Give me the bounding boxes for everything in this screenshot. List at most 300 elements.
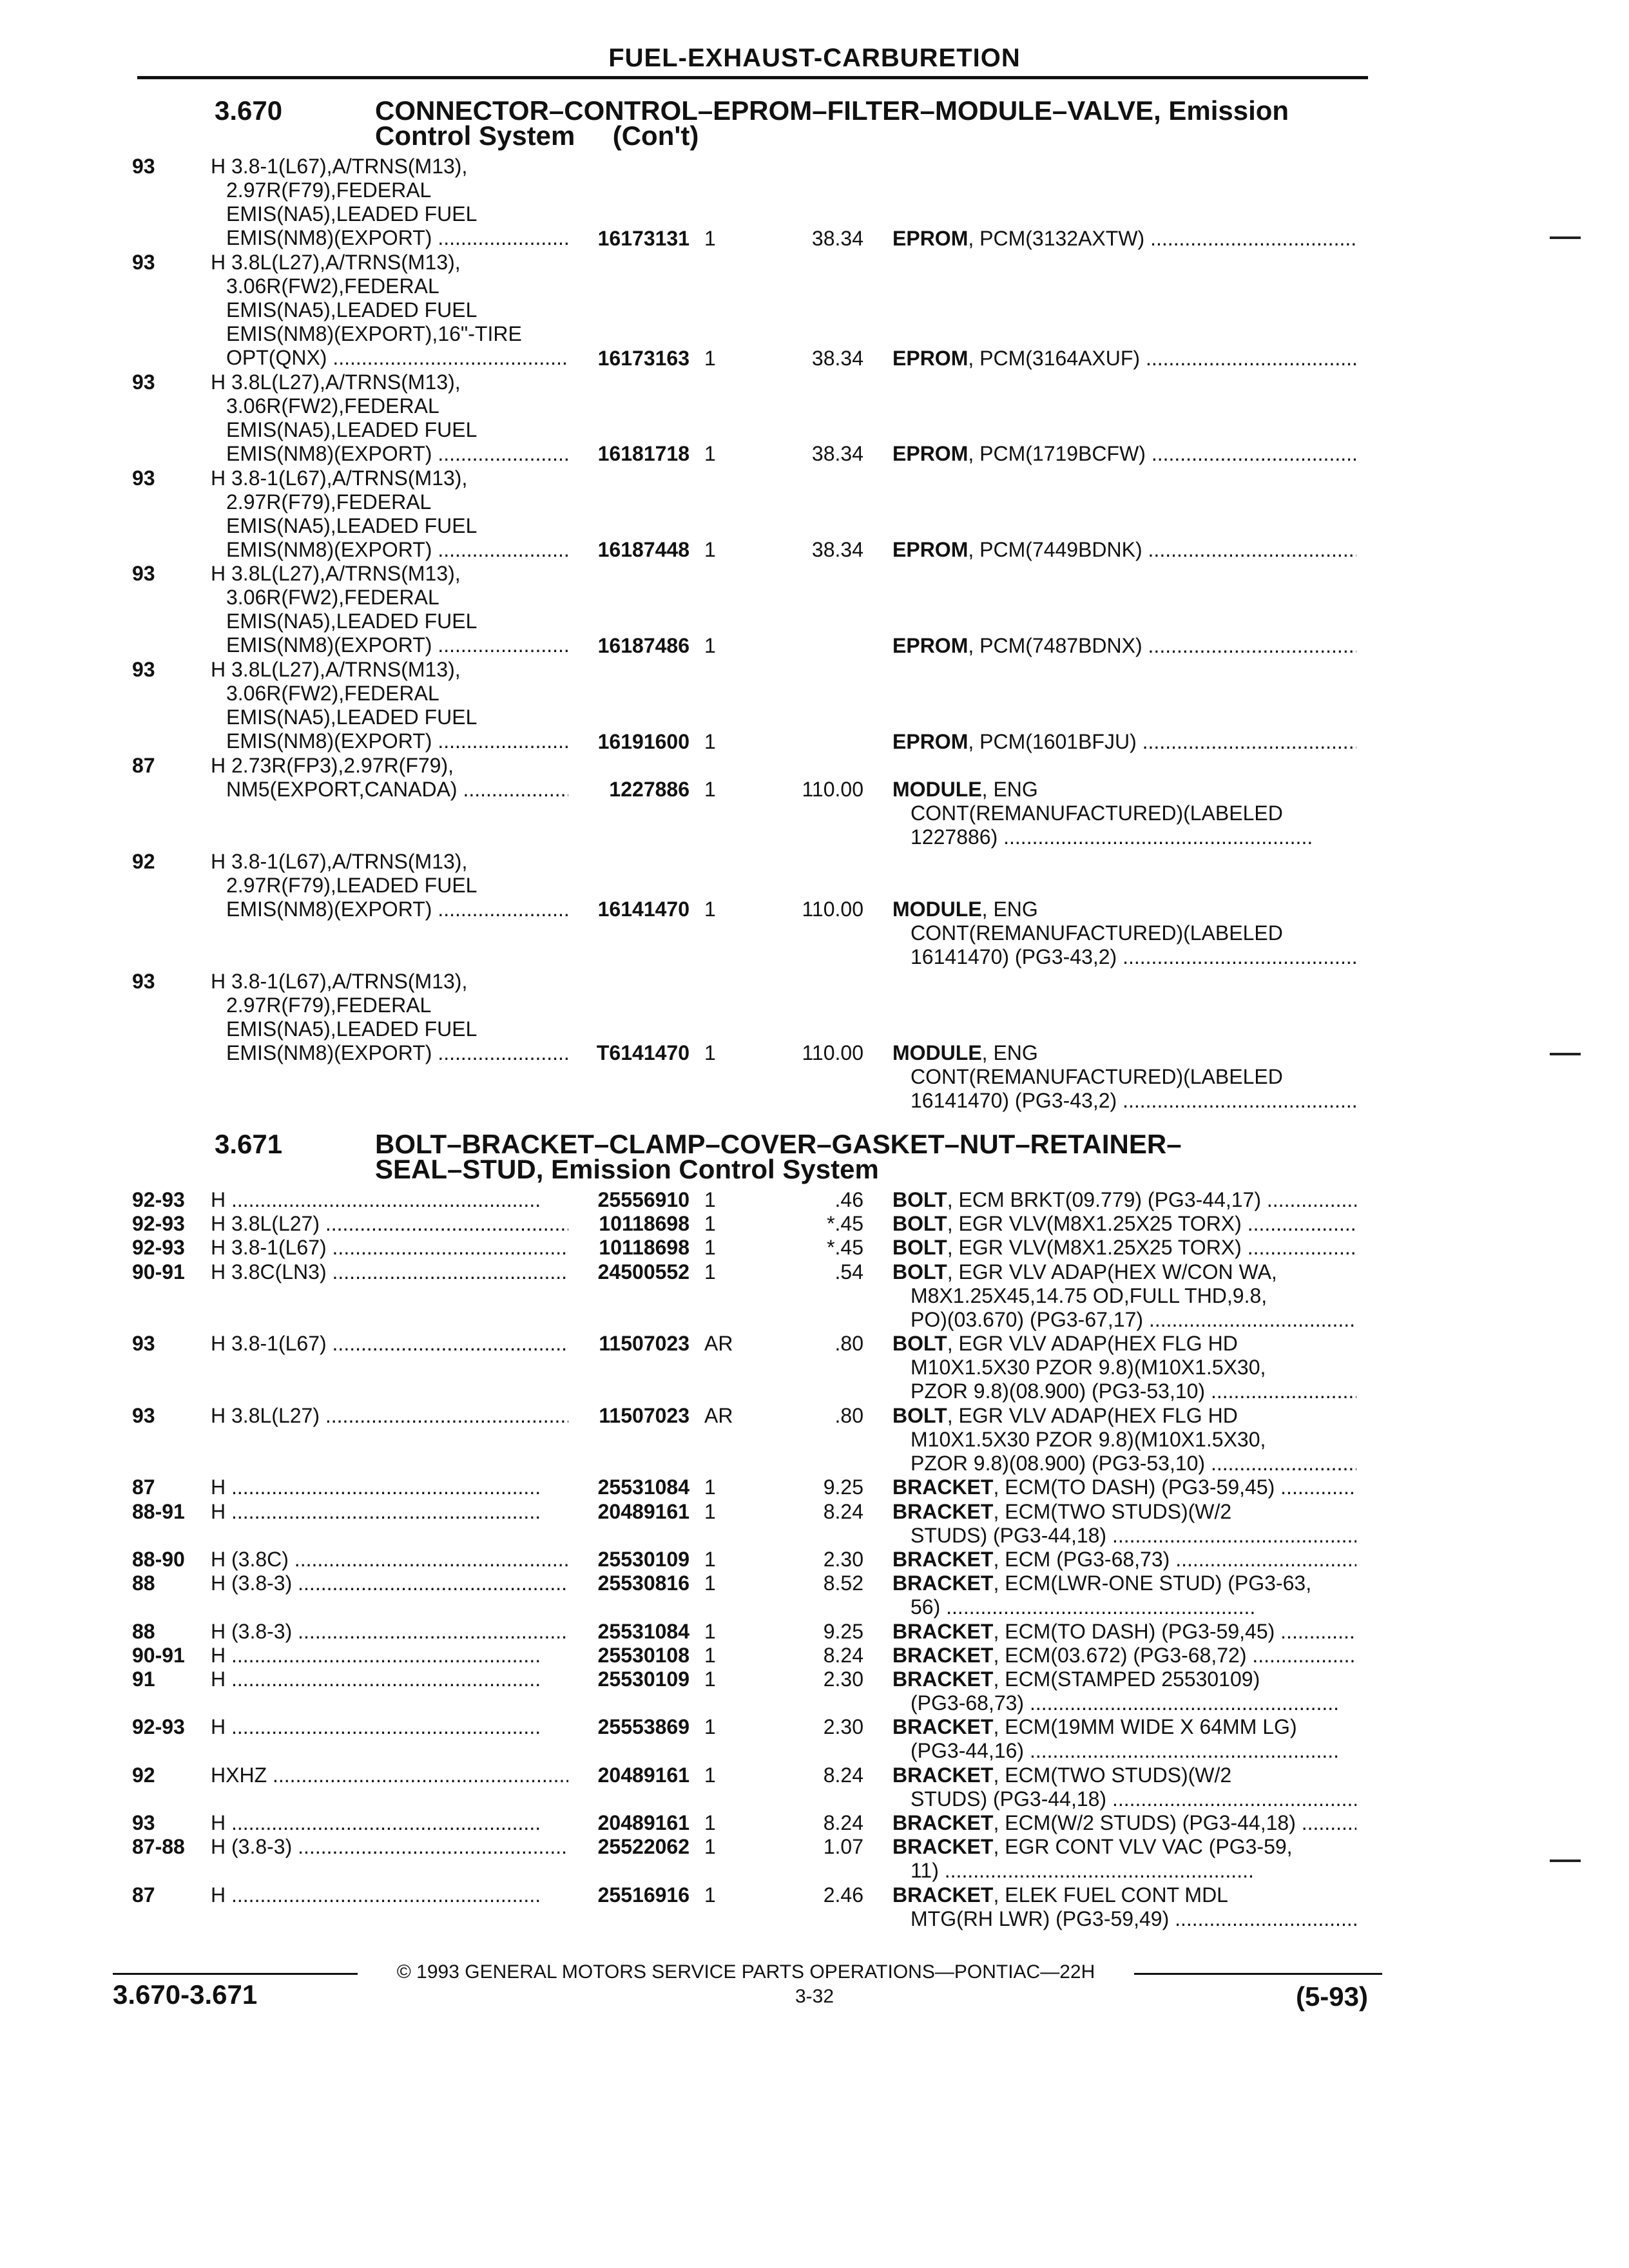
part-detail: (PG3-44,16): [911, 1739, 1025, 1763]
part-description-line: [892, 945, 1356, 969]
description-line: 3.06R(FW2),FEDERAL: [226, 394, 439, 418]
description-line: H 3.8-1(L67) .....: [211, 1332, 568, 1356]
part-description-line: [892, 1811, 1356, 1835]
part-number: T6141470: [596, 1041, 689, 1065]
part-description-line: [892, 1667, 1356, 1691]
part-number: 25530816: [597, 1571, 689, 1595]
part-description-line: [892, 1595, 1356, 1619]
description-line: EMIS(NA5),LEADED FUEL: [226, 610, 477, 633]
application-description: [211, 1332, 568, 1356]
part-description: [892, 1236, 1356, 1260]
part-detail: MTG(RH LWR) (PG3-59,49): [911, 1907, 1170, 1930]
part-detail: , ECM (PG3-68,73): [993, 1548, 1170, 1571]
part-description-line: [892, 227, 1356, 251]
part-name: BRACKET: [892, 1571, 994, 1595]
part-detail: , ECM(W/2 STUDS) (PG3-44,18): [993, 1811, 1296, 1835]
model-years: 93: [132, 1403, 155, 1427]
part-description-line: [892, 1739, 1356, 1763]
part-description-line: [892, 898, 1356, 921]
part-number: 20489161: [597, 1763, 689, 1787]
part-name: BRACKET: [892, 1883, 994, 1907]
part-description-line: [892, 1065, 1356, 1089]
description-line: H .....: [211, 1715, 568, 1739]
description-line: 3.06R(FW2),FEDERAL: [226, 274, 439, 298]
part-description: [892, 1667, 1356, 1715]
part-description-line: [892, 1620, 1356, 1644]
application-description: [211, 1811, 568, 1835]
quantity: 1: [704, 1499, 716, 1523]
price: 110.00: [802, 1041, 863, 1065]
part-number: 20489161: [597, 1811, 689, 1835]
model-years: 93: [132, 370, 155, 394]
description-line: H (3.8-3) .....: [211, 1571, 568, 1595]
part-description-line: [892, 1089, 1356, 1113]
part-number: 11507023: [599, 1332, 689, 1356]
application-description: [211, 1212, 568, 1236]
description-line: 2.97R(F79),LEADED FUEL: [226, 873, 477, 897]
part-number: 16187486: [597, 633, 689, 657]
part-description-line: [892, 1835, 1356, 1859]
application-description: [211, 251, 568, 370]
part-detail: , EGR VLV ADAP(HEX FLG HD: [947, 1332, 1238, 1356]
part-number: 25531084: [597, 1619, 689, 1643]
description-line: EMIS(NM8)(EXPORT) .....: [211, 442, 568, 466]
part-description-line: [892, 1500, 1356, 1524]
description-line: HXHZ .....: [211, 1763, 568, 1787]
description-line: H .....: [211, 1188, 568, 1212]
part-number: 20489161: [597, 1499, 689, 1523]
part-detail: , PCM(7449BDNK): [968, 538, 1142, 562]
part-detail: , ECM(TWO STUDS)(W/2: [993, 1499, 1232, 1523]
description-line: H .....: [211, 1644, 568, 1667]
part-description-line: [892, 825, 1356, 849]
price: .46: [834, 1188, 863, 1211]
price: 38.34: [811, 346, 863, 370]
description-line: H 3.8L(L27) .....: [211, 1404, 568, 1428]
model-years: 92-93: [132, 1212, 185, 1236]
description-line: H .....: [211, 1811, 568, 1835]
part-description-line: [892, 730, 1356, 754]
description-line: H (3.8-3) .....: [211, 1620, 568, 1644]
part-name: BRACKET: [892, 1763, 994, 1787]
model-years: 88-90: [132, 1548, 185, 1571]
part-description-line: [892, 538, 1356, 562]
part-name: EPROM: [892, 633, 969, 657]
part-detail: , ECM(03.672) (PG3-68,72): [993, 1643, 1247, 1667]
part-description: [892, 442, 1356, 466]
revision-mark: [1550, 1860, 1581, 1862]
section-title-line1: CONNECTOR–CONTROL–EPROM–FILTER–MODULE–VALVE, Emission: [375, 95, 1289, 126]
description-line: H 3.8L(L27),A/TRNS(M13),: [211, 562, 461, 586]
quantity: 1: [704, 1667, 716, 1691]
application-description: [211, 1620, 568, 1644]
part-detail: , PCM(3164AXUF): [968, 346, 1141, 370]
part-name: MODULE: [892, 1041, 982, 1065]
part-detail: , ECM(LWR-ONE STUD) (PG3-63,: [993, 1571, 1312, 1595]
part-detail: , ECM(STAMPED 25530109): [993, 1667, 1260, 1691]
part-description: [892, 1548, 1356, 1571]
part-description: [892, 1620, 1356, 1644]
part-description-line: [892, 1907, 1356, 1931]
part-description-line: [892, 1236, 1356, 1260]
section-number: 3.670: [215, 95, 283, 126]
part-detail: , EGR VLV ADAP(HEX W/CON WA,: [947, 1260, 1277, 1283]
description-line: EMIS(NA5),LEADED FUEL: [226, 706, 477, 729]
part-detail: CONT(REMANUFACTURED)(LABELED: [911, 1065, 1283, 1089]
description-line: EMIS(NM8)(EXPORT) .....: [211, 538, 568, 562]
model-years: 92-93: [132, 1236, 185, 1260]
application-description: [211, 1667, 568, 1691]
model-years: 90-91: [132, 1260, 185, 1283]
part-detail: (PG3-68,73): [911, 1691, 1025, 1715]
quantity: 1: [704, 1715, 716, 1739]
part-description-line: [892, 1356, 1356, 1379]
quantity: 1: [704, 1811, 716, 1835]
part-description: [892, 1332, 1356, 1403]
part-detail: M8X1.25X45,14.75 OD,FULL THD,9.8,: [911, 1283, 1268, 1307]
part-description-line: [892, 1188, 1356, 1212]
description-line: EMIS(NM8)(EXPORT) .....: [211, 226, 568, 250]
part-detail: , EGR VLV(M8X1.25X25 TORX): [947, 1212, 1242, 1236]
price: 2.30: [823, 1715, 863, 1739]
part-detail: , ENG: [981, 778, 1038, 802]
part-number: 16141470: [597, 898, 689, 921]
price: 8.24: [823, 1811, 863, 1835]
part-name: BOLT: [892, 1332, 947, 1356]
part-description: [892, 778, 1356, 849]
part-description-line: [892, 921, 1356, 945]
part-description-line: [892, 634, 1356, 658]
description-line: H .....: [211, 1883, 568, 1907]
part-description: [892, 1644, 1356, 1667]
quantity: 1: [704, 1571, 716, 1595]
part-description-line: [892, 1379, 1356, 1403]
price: 8.24: [823, 1643, 863, 1667]
model-years: 93: [132, 1332, 155, 1356]
quantity: 1: [704, 1548, 716, 1571]
description-line: 2.97R(F79),FEDERAL: [226, 178, 432, 202]
price: 9.25: [823, 1475, 863, 1499]
part-name: BRACKET: [892, 1835, 994, 1859]
price: 2.46: [823, 1883, 863, 1907]
part-detail: , ECM(TO DASH) (PG3-59,45): [993, 1619, 1275, 1643]
price: 8.52: [823, 1571, 863, 1595]
part-name: BRACKET: [892, 1715, 994, 1739]
footer-section-range: 3.670-3.671: [113, 1979, 258, 2010]
part-description-line: [892, 1883, 1356, 1907]
part-description: [892, 538, 1356, 562]
part-description-line: [892, 1763, 1356, 1787]
part-detail: , PCM(3132AXTW): [968, 226, 1145, 250]
description-line: NM5(EXPORT,CANADA) .....: [211, 778, 568, 802]
part-description-line: [892, 442, 1356, 466]
revision-mark: [1550, 236, 1581, 239]
price: 38.34: [811, 442, 863, 466]
quantity: 1: [704, 538, 716, 562]
page-header-title: FUEL-EXHAUST-CARBURETION: [608, 44, 1021, 72]
model-years: 92: [132, 1763, 155, 1787]
part-description: [892, 1475, 1356, 1499]
model-years: 92: [132, 849, 155, 873]
part-description-line: [892, 1571, 1356, 1595]
quantity: 1: [704, 226, 716, 250]
description-line: H 3.8C(LN3) .....: [211, 1260, 568, 1284]
description-line: EMIS(NA5),LEADED FUEL: [226, 418, 477, 441]
part-number: 1227886: [609, 778, 689, 802]
quantity: 1: [704, 1883, 716, 1907]
application-description: [211, 1404, 568, 1428]
model-years: 88-91: [132, 1499, 185, 1523]
description-line: H .....: [211, 1667, 568, 1691]
application-description: [211, 754, 568, 802]
description-line: H 3.8L(L27),A/TRNS(M13),: [211, 370, 461, 394]
quantity: 1: [704, 1763, 716, 1787]
application-description: [211, 970, 568, 1065]
part-name: EPROM: [892, 729, 969, 753]
description-line: EMIS(NM8)(EXPORT),16"-TIRE: [226, 322, 522, 345]
quantity: 1: [704, 1475, 716, 1499]
quantity: 1: [704, 1188, 716, 1211]
price: 110.00: [802, 778, 863, 802]
part-name: BOLT: [892, 1403, 947, 1427]
quantity: 1: [704, 633, 716, 657]
part-number: 10118698: [599, 1236, 689, 1260]
description-line: H 2.73R(FP3),2.97R(F79),: [211, 754, 454, 777]
description-line: 2.97R(F79),FEDERAL: [226, 993, 432, 1017]
part-description-line: [892, 1260, 1356, 1284]
description-line: H 3.8-1(L67) .....: [211, 1236, 568, 1260]
description-line: EMIS(NA5),LEADED FUEL: [226, 202, 477, 226]
quantity: 1: [704, 1643, 716, 1667]
part-description-line: [892, 1691, 1356, 1715]
application-description: [211, 370, 568, 466]
part-detail: STUDS) (PG3-44,18): [911, 1787, 1107, 1811]
part-name: MODULE: [892, 898, 982, 921]
part-detail: STUDS) (PG3-44,18): [911, 1523, 1107, 1547]
part-detail: M10X1.5X30 PZOR 9.8)(M10X1.5X30,: [911, 1427, 1266, 1451]
price: 1.07: [823, 1835, 863, 1859]
part-number: 25530108: [597, 1643, 689, 1667]
part-description: [892, 1835, 1356, 1883]
model-years: 88: [132, 1571, 155, 1595]
part-number: 16187448: [597, 538, 689, 562]
application-description: [211, 658, 568, 753]
part-number: 25531084: [597, 1475, 689, 1499]
model-years: 93: [132, 562, 155, 586]
part-name: BRACKET: [892, 1643, 994, 1667]
part-detail: , ECM(TWO STUDS)(W/2: [993, 1763, 1232, 1787]
part-description: [892, 1763, 1356, 1811]
model-years: 87: [132, 1475, 155, 1499]
part-number: 11507023: [599, 1403, 689, 1427]
part-detail: 56): [911, 1595, 941, 1619]
model-years: 93: [132, 1811, 155, 1835]
part-description-line: [892, 1332, 1356, 1356]
part-description-line: [892, 1452, 1356, 1475]
price: .54: [834, 1260, 863, 1283]
part-description-line: [892, 1859, 1356, 1883]
model-years: 91: [132, 1667, 155, 1691]
part-description: [892, 1715, 1356, 1763]
part-description-line: [892, 1715, 1356, 1739]
application-description: [211, 1835, 568, 1859]
application-description: [211, 466, 568, 562]
part-description: [892, 898, 1356, 969]
part-detail: PZOR 9.8)(08.900) (PG3-53,10): [911, 1379, 1206, 1403]
application-description: [211, 1571, 568, 1595]
part-description: [892, 1811, 1356, 1835]
part-description-line: [892, 1404, 1356, 1428]
part-description: [892, 1260, 1356, 1332]
part-detail: , ENG: [981, 1041, 1038, 1065]
model-years: 87-88: [132, 1835, 185, 1859]
description-line: H 3.8-1(L67),A/TRNS(M13),: [211, 849, 468, 873]
description-line: H .....: [211, 1475, 568, 1499]
part-description-line: [892, 1475, 1356, 1499]
section-title-line1: BOLT–BRACKET–CLAMP–COVER–GASKET–NUT–RETAINER–: [375, 1129, 1182, 1159]
part-detail: CONT(REMANUFACTURED)(LABELED: [911, 921, 1283, 945]
part-description-line: [892, 1041, 1356, 1065]
part-number: 10118698: [599, 1212, 689, 1236]
description-line: H 3.8-1(L67),A/TRNS(M13),: [211, 155, 468, 178]
part-name: BRACKET: [892, 1475, 994, 1499]
part-name: BRACKET: [892, 1619, 994, 1643]
part-detail: , ELEK FUEL CONT MDL: [993, 1883, 1228, 1907]
part-number: 16191600: [597, 729, 689, 753]
part-detail: , EGR VLV ADAP(HEX FLG HD: [947, 1403, 1238, 1427]
part-number: 25556910: [597, 1188, 689, 1211]
part-description-line: [892, 1212, 1356, 1236]
description-line: 3.06R(FW2),FEDERAL: [226, 682, 439, 706]
description-line: EMIS(NM8)(EXPORT) .....: [211, 729, 568, 753]
description-line: EMIS(NM8)(EXPORT) .....: [211, 633, 568, 657]
quantity: 1: [704, 1619, 716, 1643]
price: 8.24: [823, 1499, 863, 1523]
price: 2.30: [823, 1667, 863, 1691]
part-detail: , PCM(1719BCFW): [968, 442, 1146, 466]
quantity: 1: [704, 778, 716, 802]
part-number: 16173131: [597, 226, 689, 250]
price: *.45: [827, 1212, 863, 1236]
model-years: 93: [132, 969, 155, 993]
application-description: [211, 1188, 568, 1212]
part-description: [892, 1500, 1356, 1548]
quantity: 1: [704, 1212, 716, 1236]
part-description-line: [892, 1644, 1356, 1667]
part-description: [892, 634, 1356, 658]
model-years: 90-91: [132, 1643, 185, 1667]
footer-page-number: 3-32: [795, 1986, 834, 2007]
price: 38.34: [811, 226, 863, 250]
part-name: EPROM: [892, 346, 969, 370]
description-line: EMIS(NA5),LEADED FUEL: [226, 514, 477, 537]
part-description: [892, 730, 1356, 754]
price: 2.30: [823, 1548, 863, 1571]
part-detail: , EGR CONT VLV VAC (PG3-59,: [993, 1835, 1293, 1859]
part-description: [892, 1212, 1356, 1236]
description-line: 3.06R(FW2),FEDERAL: [226, 586, 439, 610]
part-name: EPROM: [892, 538, 969, 562]
application-description: [211, 562, 568, 657]
quantity: AR: [704, 1332, 733, 1356]
description-line: EMIS(NA5),LEADED FUEL: [226, 298, 477, 322]
part-description: [892, 1404, 1356, 1475]
description-line: H (3.8-3) .....: [211, 1835, 568, 1859]
quantity: 1: [704, 442, 716, 466]
application-description: [211, 1500, 568, 1524]
part-description-line: [892, 802, 1356, 825]
model-years: 87: [132, 754, 155, 777]
description-line: EMIS(NA5),LEADED FUEL: [226, 1017, 477, 1041]
part-name: EPROM: [892, 226, 969, 250]
part-detail: PZOR 9.8)(08.900) (PG3-53,10): [911, 1451, 1206, 1475]
quantity: 1: [704, 898, 716, 921]
part-name: BRACKET: [892, 1667, 994, 1691]
description-line: H 3.8L(L27) .....: [211, 1212, 568, 1236]
model-years: 88: [132, 1619, 155, 1643]
part-detail: , ECM(TO DASH) (PG3-59,45): [993, 1475, 1275, 1499]
part-detail: , PCM(1601BFJU): [968, 729, 1137, 753]
application-description: [211, 1715, 568, 1739]
description-line: H 3.8-1(L67),A/TRNS(M13),: [211, 466, 468, 490]
part-name: EPROM: [892, 442, 969, 466]
model-years: 93: [132, 155, 155, 178]
part-detail: , EGR VLV(M8X1.25X25 TORX): [947, 1236, 1242, 1260]
footer-rule-right: [1134, 1973, 1382, 1975]
model-years: 92-93: [132, 1188, 185, 1211]
part-description-line: [892, 1308, 1356, 1332]
price: 8.24: [823, 1763, 863, 1787]
part-description-line: [892, 1524, 1356, 1548]
price: *.45: [827, 1236, 863, 1260]
footer-date-code: (5-93): [1295, 1981, 1368, 2012]
application-description: [211, 1475, 568, 1499]
part-detail: , ENG: [981, 898, 1038, 921]
application-description: [211, 1763, 568, 1787]
part-detail: 1227886): [911, 825, 998, 849]
description-line: EMIS(NM8)(EXPORT) .....: [211, 1041, 568, 1065]
part-description-line: [892, 778, 1356, 802]
part-detail: 11): [911, 1859, 939, 1883]
part-name: BOLT: [892, 1188, 947, 1211]
model-years: 92-93: [132, 1715, 185, 1739]
part-detail: 16141470) (PG3-43,2): [911, 945, 1117, 969]
part-description-line: [892, 1284, 1356, 1308]
part-detail: , ECM BRKT(09.779) (PG3-44,17): [947, 1188, 1261, 1211]
part-number: 25522062: [597, 1835, 689, 1859]
part-name: BRACKET: [892, 1499, 994, 1523]
description-line: H 3.8L(L27),A/TRNS(M13),: [211, 658, 461, 682]
quantity: 1: [704, 1236, 716, 1260]
part-name: BOLT: [892, 1212, 947, 1236]
section-title-line2: Control System (Con't): [375, 120, 699, 151]
quantity: 1: [704, 1041, 716, 1065]
part-description-line: [892, 1428, 1356, 1452]
part-name: BRACKET: [892, 1548, 994, 1571]
part-name: BOLT: [892, 1236, 947, 1260]
quantity: 1: [704, 729, 716, 753]
application-description: [211, 155, 568, 250]
part-description: [892, 1041, 1356, 1113]
quantity: AR: [704, 1403, 733, 1427]
part-description-line: [892, 1787, 1356, 1811]
part-description: [892, 1883, 1356, 1931]
description-line: 2.97R(F79),FEDERAL: [226, 490, 432, 514]
part-number: 25530109: [597, 1548, 689, 1571]
part-description: [892, 1188, 1356, 1212]
model-years: 87: [132, 1883, 155, 1907]
part-description-line: [892, 1548, 1356, 1571]
